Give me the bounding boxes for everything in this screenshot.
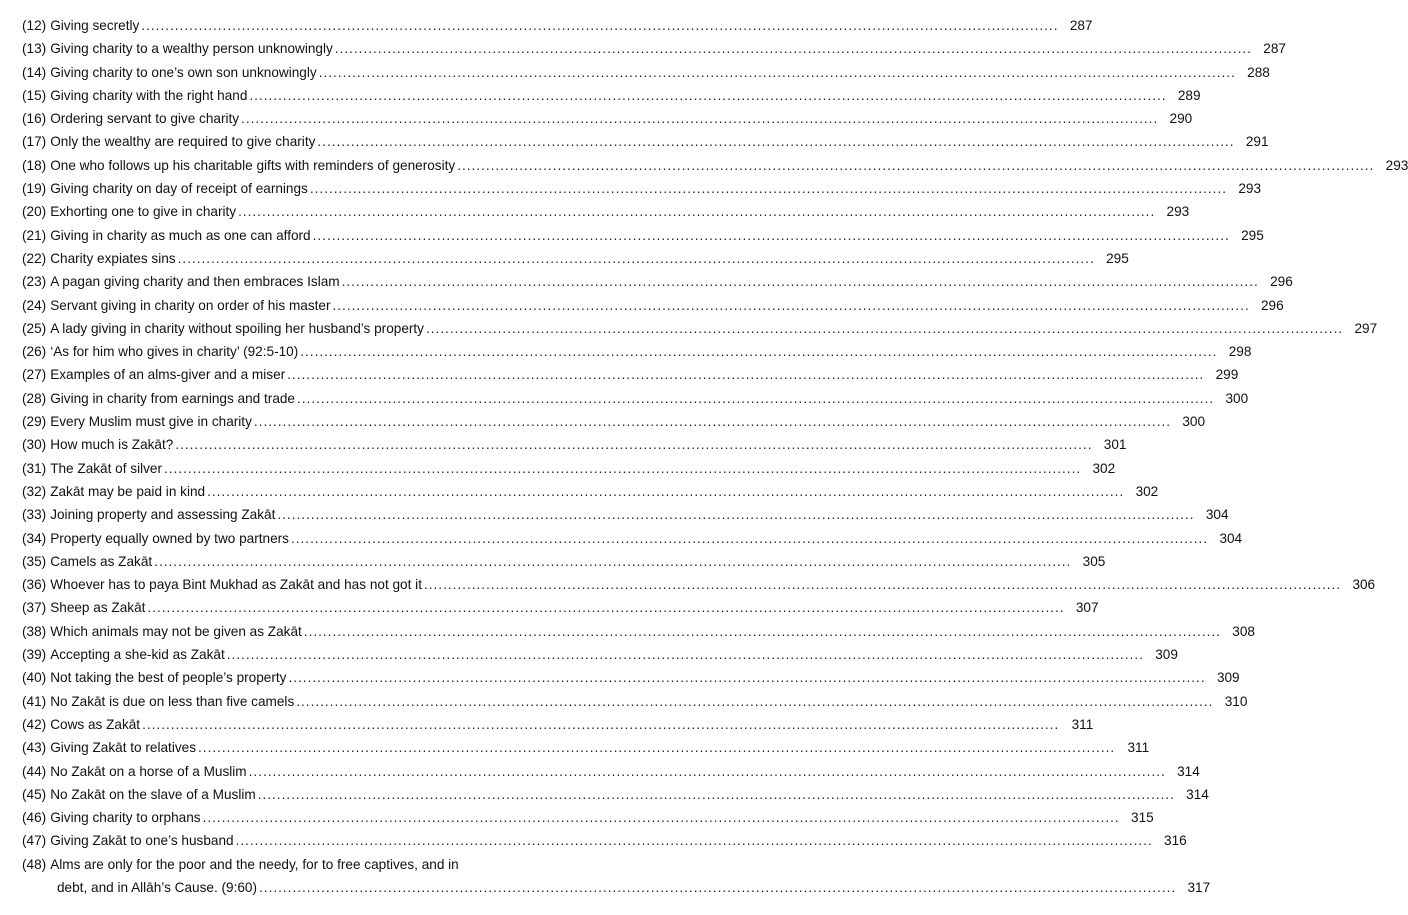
entry-title-line1: Alms are only for the poor and the needy, for to free captives, and in bbox=[50, 856, 459, 872]
entry-title: Cows as Zakāt bbox=[50, 716, 141, 732]
entry-number: (15) bbox=[22, 87, 47, 103]
toc-entry bbox=[22, 61, 1270, 84]
toc-entry bbox=[22, 503, 1229, 526]
entry-title: Joining property and assessing Zakāt bbox=[50, 507, 276, 523]
toc-entry bbox=[22, 596, 1099, 619]
dot-leader bbox=[313, 224, 1230, 247]
dot-leader bbox=[154, 550, 1071, 573]
toc-entry bbox=[22, 107, 1193, 130]
toc-entry bbox=[22, 340, 1252, 363]
entry-title: Charity expiates sins bbox=[50, 250, 176, 266]
entry-number: (35) bbox=[22, 553, 47, 569]
entry-page-number: 306 bbox=[1352, 577, 1376, 593]
entry-number: (33) bbox=[22, 507, 47, 523]
entry-page-number: 302 bbox=[1135, 483, 1159, 499]
entry-title-line2: debt, and in Allāh’s Cause. (9:60) bbox=[57, 879, 258, 895]
dot-leader bbox=[296, 690, 1213, 713]
entry-number: (44) bbox=[22, 763, 47, 779]
entry-title: No Zakāt on a horse of a Muslim bbox=[50, 763, 247, 779]
entry-number: (14) bbox=[22, 64, 47, 80]
dot-leader bbox=[164, 457, 1081, 480]
dot-leader bbox=[335, 37, 1252, 60]
entry-page-number: 311 bbox=[1127, 740, 1150, 756]
toc-entry bbox=[22, 666, 1240, 689]
entry-number: (43) bbox=[22, 740, 47, 756]
toc-entry bbox=[22, 690, 1248, 713]
toc-entries bbox=[22, 14, 1408, 853]
entry-number: (45) bbox=[22, 786, 47, 802]
entry-title: Giving Zakāt to one’s husband bbox=[50, 833, 234, 849]
entry-number: (18) bbox=[22, 157, 47, 173]
toc-entry bbox=[22, 713, 1094, 736]
table-of-contents bbox=[22, 14, 1408, 899]
entry-page-number: 296 bbox=[1270, 274, 1293, 290]
toc-entry bbox=[22, 643, 1178, 666]
entry-title: Which animals may not be given as Zakāt bbox=[50, 623, 302, 639]
entry-page-number: 290 bbox=[1169, 111, 1193, 127]
toc-entry bbox=[22, 224, 1264, 247]
dot-leader bbox=[258, 783, 1175, 806]
toc-entry bbox=[22, 37, 1286, 60]
entry-page-number: 287 bbox=[1263, 41, 1286, 57]
toc-entry bbox=[22, 829, 1187, 852]
entry-page-number: 309 bbox=[1155, 647, 1178, 663]
dot-leader bbox=[227, 643, 1144, 666]
toc-entry bbox=[22, 294, 1284, 317]
toc-entry bbox=[22, 200, 1190, 223]
dot-leader bbox=[142, 713, 1059, 736]
entry-number: (28) bbox=[22, 390, 47, 406]
entry-title: Giving charity to one’s own son unknowingly bbox=[50, 64, 317, 80]
entry-title: No Zakāt is due on less than five camels bbox=[50, 693, 295, 709]
entry-title: The Zakāt of silver bbox=[50, 460, 162, 476]
entry-page-number: 293 bbox=[1166, 204, 1190, 220]
entry-title: Whoever has to paya Bint Mukhad as Zakāt and has not got it bbox=[50, 577, 422, 593]
toc-entry bbox=[22, 550, 1106, 573]
dot-leader bbox=[178, 247, 1095, 270]
entry-page-number: 300 bbox=[1225, 390, 1249, 406]
dot-leader bbox=[333, 294, 1250, 317]
entry-page-number: 293 bbox=[1385, 157, 1408, 173]
entry-title: How much is Zakāt? bbox=[50, 437, 174, 453]
entry-page-number: 304 bbox=[1205, 507, 1229, 523]
dot-leader bbox=[424, 573, 1341, 596]
entry-page-number: 299 bbox=[1215, 367, 1239, 383]
entry-page-number: 302 bbox=[1092, 460, 1116, 476]
toc-entry bbox=[22, 130, 1269, 153]
toc-entry bbox=[22, 457, 1116, 480]
dot-leader bbox=[238, 200, 1155, 223]
dot-leader bbox=[259, 876, 1176, 899]
entry-number: (30) bbox=[22, 437, 47, 453]
dot-leader bbox=[310, 177, 1227, 200]
entry-page-number: 304 bbox=[1219, 530, 1243, 546]
dot-leader bbox=[236, 829, 1153, 852]
entry-title: Only the wealthy are required to give charity bbox=[50, 134, 316, 150]
dot-leader bbox=[207, 480, 1124, 503]
dot-leader bbox=[297, 387, 1214, 410]
entry-number: (37) bbox=[22, 600, 47, 616]
entry-number: (17) bbox=[22, 134, 47, 150]
dot-leader bbox=[300, 340, 1217, 363]
entry-number: (36) bbox=[22, 577, 47, 593]
entry-number: (34) bbox=[22, 530, 47, 546]
dot-leader bbox=[426, 317, 1343, 340]
entry-title: Examples of an alms-giver and a miser bbox=[50, 367, 286, 383]
entry-number: (42) bbox=[22, 716, 47, 732]
dot-leader bbox=[287, 363, 1204, 386]
dot-leader bbox=[241, 107, 1158, 130]
entry-page-number: 287 bbox=[1069, 18, 1093, 33]
entry-title: No Zakāt on the slave of a Muslim bbox=[50, 786, 256, 802]
entry-page-number: 314 bbox=[1186, 786, 1209, 802]
entry-title: Giving charity on day of receipt of earnings bbox=[50, 181, 308, 197]
entry-page-number: 300 bbox=[1182, 414, 1206, 430]
entry-number: (41) bbox=[22, 693, 47, 709]
entry-title: Every Muslim must give in charity bbox=[50, 414, 252, 430]
toc-entry bbox=[22, 736, 1150, 759]
entry-title: A lady giving in charity without spoiling her husband’s property bbox=[50, 320, 424, 336]
entry-page-number: 315 bbox=[1131, 810, 1154, 826]
entry-number: (48) bbox=[22, 856, 47, 872]
entry-page-number: 309 bbox=[1216, 670, 1240, 686]
dot-leader bbox=[147, 596, 1064, 619]
entry-number: (47) bbox=[22, 833, 47, 849]
toc-entry bbox=[22, 247, 1129, 270]
dot-leader bbox=[203, 806, 1120, 829]
toc-entry bbox=[22, 270, 1293, 293]
entry-number: (22) bbox=[22, 250, 47, 266]
dot-leader bbox=[175, 433, 1092, 456]
entry-page-number: 297 bbox=[1354, 320, 1378, 336]
entry-page-number: 305 bbox=[1082, 553, 1106, 569]
dot-leader bbox=[249, 760, 1166, 783]
entry-number: (19) bbox=[22, 181, 47, 197]
toc-entry bbox=[22, 527, 1243, 550]
entry-title: Sheep as Zakāt bbox=[50, 600, 146, 616]
entry-page-number: 295 bbox=[1241, 227, 1264, 243]
toc-entry bbox=[22, 363, 1239, 386]
entry-number: (13) bbox=[22, 41, 47, 57]
entry-title: Giving in charity from earnings and trade bbox=[50, 390, 295, 406]
dot-leader bbox=[249, 84, 1166, 107]
entry-page-number: 298 bbox=[1228, 344, 1252, 360]
toc-entry bbox=[22, 317, 1378, 340]
toc-entry bbox=[22, 177, 1262, 200]
entry-page-number: 311 bbox=[1071, 716, 1094, 732]
entry-title: Giving charity to orphans bbox=[50, 810, 201, 826]
entry-number: (21) bbox=[22, 227, 47, 243]
entry-page-number: 291 bbox=[1245, 134, 1269, 150]
entry-number: (16) bbox=[22, 111, 47, 127]
toc-entry bbox=[22, 783, 1209, 806]
entry-title: Zakāt may be paid in kind bbox=[50, 483, 206, 499]
toc-entry bbox=[22, 14, 1093, 37]
entry-number: (25) bbox=[22, 320, 47, 336]
entry-title: ‘As for him who gives in charity’ (92:5-10) bbox=[50, 344, 299, 360]
entry-page-number: 295 bbox=[1106, 250, 1129, 266]
entry-page-number: 288 bbox=[1247, 64, 1270, 80]
toc-entry bbox=[22, 480, 1159, 503]
entry-number: (46) bbox=[22, 810, 47, 826]
toc-entry bbox=[22, 84, 1201, 107]
entry-page-number: 314 bbox=[1177, 763, 1200, 779]
entry-title: Not taking the best of people’s property bbox=[50, 670, 287, 686]
dot-leader bbox=[317, 130, 1234, 153]
dot-leader bbox=[198, 736, 1115, 759]
entry-page-number: 296 bbox=[1260, 297, 1284, 313]
dot-leader bbox=[254, 410, 1171, 433]
dot-leader bbox=[319, 61, 1236, 84]
toc-entry bbox=[22, 387, 1249, 410]
entry-title: Giving in charity as much as one can afford bbox=[50, 227, 311, 243]
entry-title: Exhorting one to give in charity bbox=[50, 204, 237, 220]
entry-page-number: 301 bbox=[1103, 437, 1127, 453]
toc-entry bbox=[22, 620, 1255, 643]
entry-page-number: 310 bbox=[1224, 693, 1248, 709]
dot-leader bbox=[304, 620, 1221, 643]
entry-title: Servant giving in charity on order of his master bbox=[50, 297, 331, 313]
entry-title: Giving charity to a wealthy person unknowingly bbox=[50, 41, 333, 57]
entry-page-number: 289 bbox=[1177, 87, 1201, 103]
entry-number: (40) bbox=[22, 670, 47, 686]
entry-page-number: 307 bbox=[1075, 600, 1099, 616]
toc-entry bbox=[22, 410, 1206, 433]
entry-number: (39) bbox=[22, 647, 47, 663]
entry-title: Property equally owned by two partners bbox=[50, 530, 289, 546]
dot-leader bbox=[342, 270, 1259, 293]
toc-entry bbox=[22, 806, 1154, 829]
entry-number: (27) bbox=[22, 367, 47, 383]
entry-number: (38) bbox=[22, 623, 47, 639]
toc-entry bbox=[22, 760, 1200, 783]
entry-title: Giving Zakāt to relatives bbox=[50, 740, 197, 756]
entry-page-number: 317 bbox=[1187, 879, 1211, 895]
entry-number: (29) bbox=[22, 414, 47, 430]
dot-leader bbox=[457, 154, 1374, 177]
entry-number: (12) bbox=[22, 18, 47, 33]
toc-entry bbox=[22, 433, 1127, 456]
entry-number: (31) bbox=[22, 460, 47, 476]
toc-entry bbox=[22, 573, 1376, 596]
dot-leader bbox=[288, 666, 1205, 689]
toc-entry bbox=[22, 154, 1408, 177]
toc-entry-48 bbox=[22, 853, 1211, 900]
entry-title: Ordering servant to give charity bbox=[50, 111, 240, 127]
dot-leader bbox=[291, 527, 1208, 550]
dot-leader bbox=[141, 14, 1058, 37]
entry-page-number: 308 bbox=[1232, 623, 1255, 639]
entry-number: (23) bbox=[22, 274, 47, 290]
entry-page-number: 293 bbox=[1238, 181, 1262, 197]
entry-title: Giving secretly bbox=[50, 18, 140, 33]
entry-number: (26) bbox=[22, 344, 47, 360]
entry-number: (24) bbox=[22, 297, 47, 313]
entry-number: (32) bbox=[22, 483, 47, 499]
entry-number: (20) bbox=[22, 204, 47, 220]
entry-title: Accepting a she-kid as Zakāt bbox=[50, 647, 225, 663]
entry-title: Giving charity with the right hand bbox=[50, 87, 248, 103]
entry-title: A pagan giving charity and then embraces Islam bbox=[50, 274, 340, 290]
dot-leader bbox=[277, 503, 1194, 526]
entry-page-number: 316 bbox=[1164, 833, 1187, 849]
entry-title: One who follows up his charitable gifts with reminders of generosity bbox=[50, 157, 456, 173]
entry-title: Camels as Zakāt bbox=[50, 553, 153, 569]
